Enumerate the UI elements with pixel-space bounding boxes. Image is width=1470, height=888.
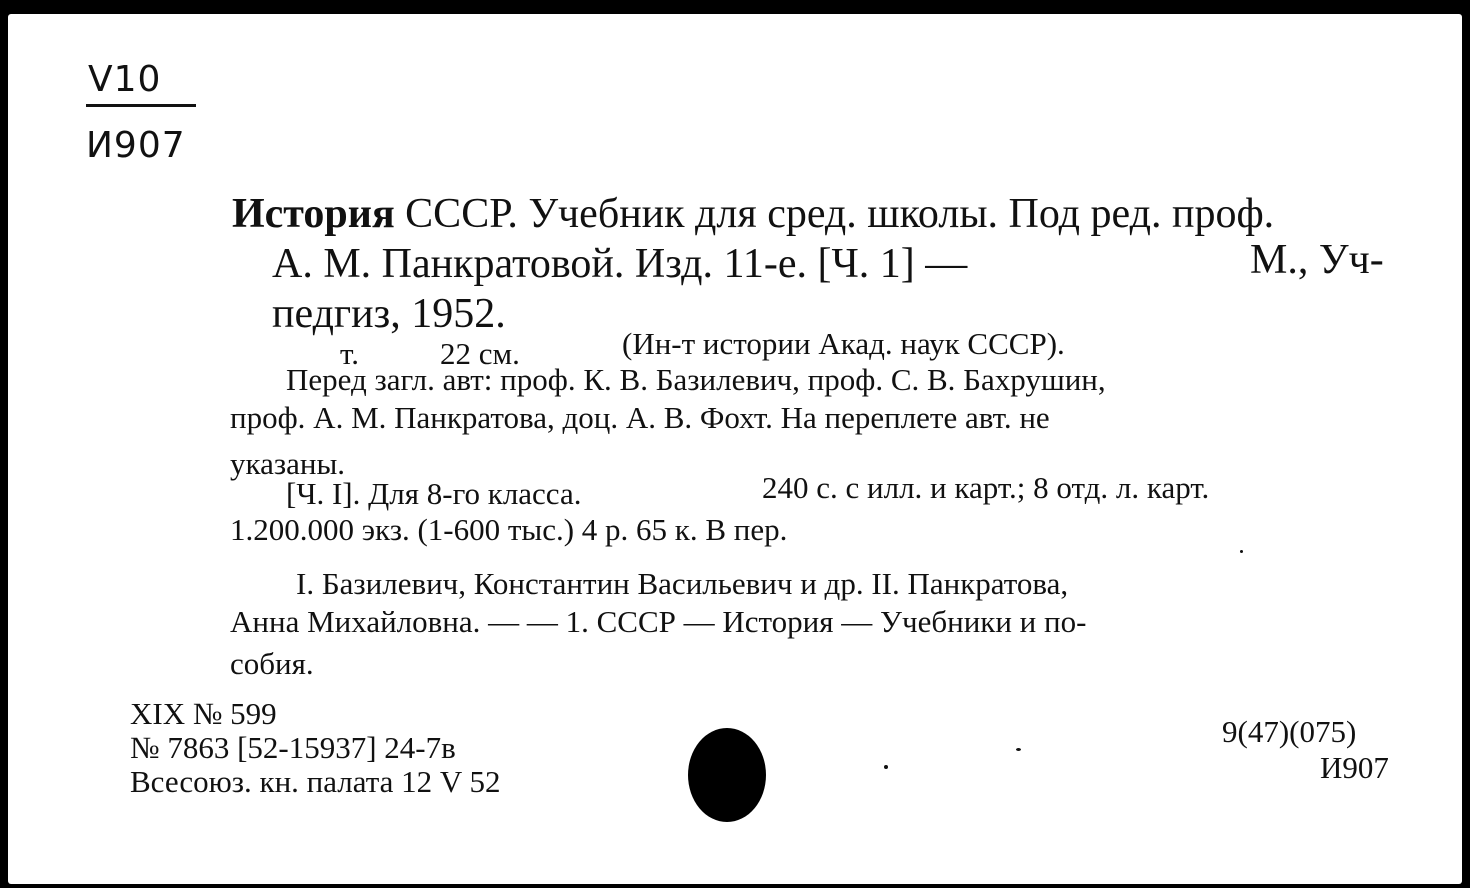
footer-left-3: Всесоюз. кн. палата 12 V 52 [130, 764, 501, 799]
speck [1016, 748, 1021, 751]
series: (Ин-т истории Акад. наук СССР). [622, 326, 1065, 361]
size: 22 см. [440, 336, 520, 371]
note-line-3: указаны. [230, 446, 346, 481]
author-mark: И907 [1320, 750, 1389, 785]
title-rest: СССР. Учебник для сред. школы. Под ред. проф. [405, 191, 1275, 237]
punch-hole [688, 728, 766, 822]
publisher-place: М., Уч- [1250, 237, 1384, 283]
edition-line: А. М. Панкратовой. Изд. 11-е. [Ч. 1] — [272, 241, 968, 287]
footer-left-1: XIX № 599 [130, 696, 277, 731]
note-line-1: Перед загл. авт: проф. К. В. Базилевич, проф. С. В. Бахрушин, [286, 362, 1106, 397]
tracing-line-1: I. Базилевич, Константин Васильевич и др. II. Панкратова, [296, 566, 1069, 601]
title-head: История [232, 191, 395, 237]
shelfmark-bottom: И907 [86, 125, 186, 166]
shelfmark-top: V10 [88, 59, 162, 100]
classification-code: 9(47)(075) [1222, 714, 1357, 749]
title-line [232, 190, 1274, 238]
tracing-line-3: собия. [230, 646, 314, 681]
part-line-1b: 240 с. с илл. и карт.; 8 отд. л. карт. [762, 470, 1210, 505]
speck [1240, 550, 1243, 553]
part-line-1a: [Ч. I]. Для 8-го класса. [286, 476, 582, 511]
footer-left-2: № 7863 [52-15937] 24-7в [130, 730, 456, 765]
shelfmark-divider [86, 104, 196, 107]
part-line-2: 1.200.000 экз. (1-600 тыс.) 4 р. 65 к. В пер. [230, 512, 788, 547]
tracing-line-2: Анна Михайловна. — — 1. СССР — История — Учебники и по- [230, 604, 1087, 639]
speck [884, 765, 888, 769]
publisher-year: педгиз, 1952. [272, 291, 506, 337]
volume-abbr: т. [340, 336, 359, 371]
note-line-2: проф. А. М. Панкратова, доц. А. В. Фохт. На переплете авт. не [230, 400, 1050, 435]
